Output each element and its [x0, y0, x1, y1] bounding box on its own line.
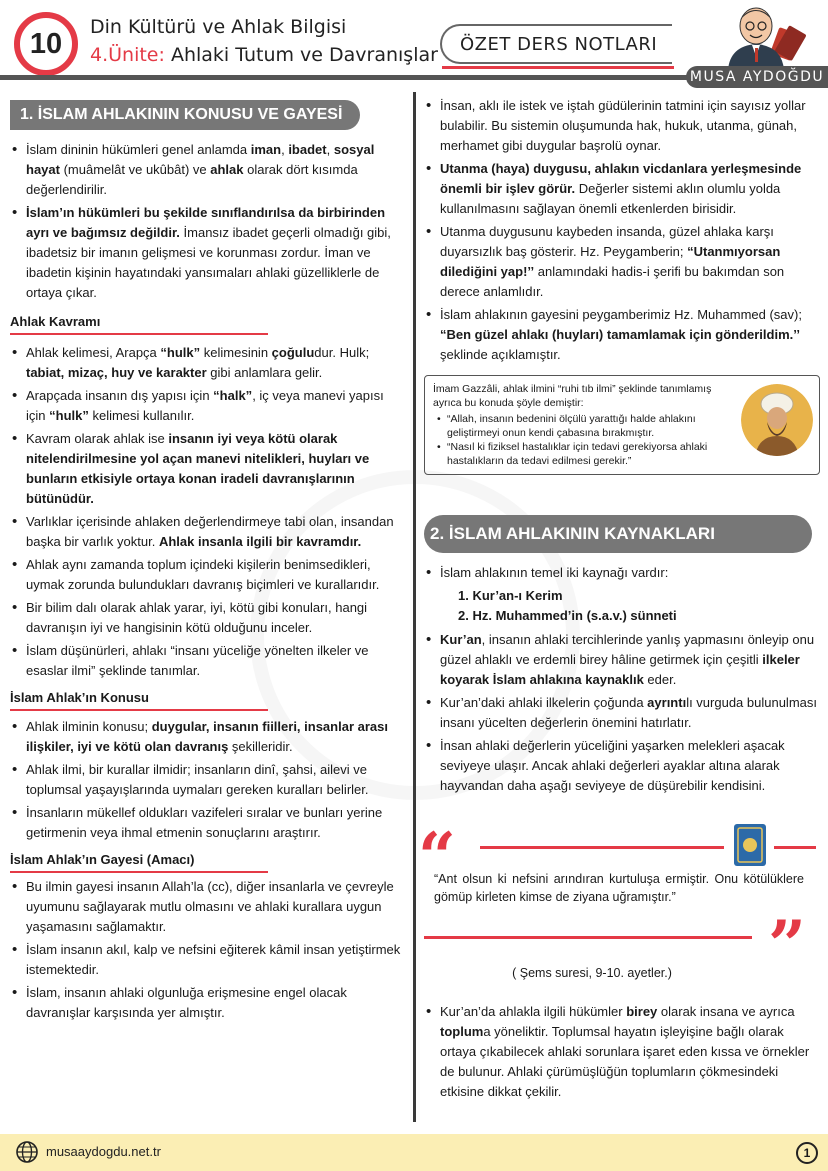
bold-text: “Ben güzel ahlakı (huyları) tamamlamak için gönderildim.’’ — [440, 327, 800, 342]
bullet-item — [10, 760, 406, 800]
text: kelimesinin — [200, 345, 272, 360]
page-number: 1 — [796, 1142, 818, 1164]
quran-quote: “Ant olsun ki nefsini arındıran kurtuluşa ermiştir. Onu kötülüklere gömüp kirleten kimse de ziyana uğramıştır.” — [434, 872, 804, 904]
bold-text: tabiat, mizaç, huy ve karakter — [26, 365, 207, 380]
unit-number: 10 — [29, 27, 63, 60]
bullet-item — [424, 693, 820, 733]
text: , iç veya manevi yapısı için — [26, 388, 384, 423]
text: gibi anlamlara gelir. — [206, 365, 323, 380]
text: Kavram olarak ahlak ise — [26, 431, 169, 446]
text: Varlıklar içerisinde ahlaken değerlendirmeye tabi olan, insandan başka bir varlık yoktur. — [26, 514, 394, 549]
closing-list — [424, 1002, 820, 1102]
text: Ahlak ilmi, bir kurallar ilmidir; insanların dinî, şahsi, ailevi ve toplumsal yaşayışlarında uymaları gereken kuralları belirler. — [26, 762, 369, 797]
section-1-title: 1. İSLAM AHLAKININ KONUSU VE GAYESİ — [10, 100, 360, 130]
unit-title: Ahlaki Tutum ve Davranışlar — [164, 44, 438, 66]
sources-intro: • İslam ahlakının temel iki kaynağı vardır: — [424, 563, 820, 583]
text: , insanın ahlaki tercihlerinde yanlış yapmasını önleyip onu güzel ahlaklı ve erdemli birey hâline getirmek için çeşitli — [440, 632, 815, 667]
quote-top-rule — [480, 846, 724, 849]
globe-icon — [16, 1141, 38, 1163]
bold-text: Ahlak insanla ilgili bir kavramdır. — [158, 534, 362, 549]
bullet-item — [10, 598, 406, 638]
footer — [0, 1134, 828, 1171]
source-2: 2. Hz. Muhammed’in (s.a.v.) sünneti — [458, 608, 677, 623]
continued-list — [424, 96, 820, 365]
text: Değerler sistemi aklın olumlu yolda kullanılmasını sağlayan önemli etkenlerden birisidir. — [440, 181, 781, 216]
open-quote-icon: “ — [418, 818, 456, 896]
bullet-item — [10, 203, 406, 303]
bold-text: sosyal hayat — [26, 142, 375, 177]
bold-text: ayrıntı — [647, 695, 687, 710]
bullet-item — [10, 940, 406, 980]
bold-text: “hulk” — [160, 345, 201, 360]
text: Kur’an’daki ahlaki ilkelerin çoğunda — [440, 695, 648, 710]
column-divider — [413, 92, 416, 1122]
text: İslam dininin hükümleri genel anlamda — [26, 142, 251, 157]
subheading-gayesi: İslam Ahlak’ın Gayesi (Amacı) — [10, 852, 194, 873]
bullet-item — [424, 96, 820, 156]
website-link[interactable]: musaaydogdu.net.tr — [46, 1144, 161, 1159]
text: kelimesi kullanılır. — [88, 408, 195, 423]
text: Ahlak ilminin konusu; — [26, 719, 152, 734]
sources-details-list — [424, 630, 820, 796]
bullet-item — [424, 305, 820, 365]
text: İnsan, aklı ile istek ve iştah güdülerinin tatmini için sayısız yollar bulabilir. Bu sistemin oluşumunda hak, hukuk, utanma, günah, merhamet gibi duygular başrolü oynar. — [440, 98, 806, 153]
text: İmansız ibadet geçerli olmadığı gibi, ibadetsiz bir imanın gelişmesi ve korunması zordur. İman ve ibadetin kişinin hayatındaki yansımaları ahlaki güzelliklerle de ortaya çıkar. — [26, 225, 391, 300]
bullet-item — [424, 736, 820, 796]
bullet-item — [10, 140, 406, 200]
text: Kur’an’da ahlakla ilgili hükümler — [440, 1004, 627, 1019]
unit-label: 4.Ünite: — [90, 44, 165, 66]
bold-text: toplum — [440, 1024, 484, 1039]
summary-label: ÖZET DERS NOTLARI — [440, 24, 672, 64]
quran-book-icon — [730, 822, 770, 868]
course-title: Din Kültürü ve Ahlak Bilgisi — [90, 16, 347, 38]
text: İslam düşünürleri, ahlakı “insanı yüceliğe yönelten ilkeler ve esaslar ilmi” şeklinde tanımlar. — [26, 643, 369, 678]
author-name: MUSA AYDOĞDU — [686, 66, 828, 88]
bold-text: Utanma (haya) duygusu, ahlakın vicdanlara yerleşmesinde önemli bir işlev görür. — [440, 161, 802, 196]
bold-text: “Utanmıyorsan dilediğini yap!’’ — [440, 244, 781, 279]
gayesi-list — [10, 877, 406, 1023]
bullet-item — [10, 803, 406, 843]
bold-text: duygular, insanın fiilleri, insanlar arası ilişkiler, iyi ve kötü olan davranış — [26, 719, 388, 754]
text: İslam, insanın ahlaki olgunluğa erişmesine engel olacak davranışlar karşısında yer almıştır. — [26, 985, 347, 1020]
text: Ahlak kelimesi, Arapça — [26, 345, 161, 360]
text: şekilleridir. — [228, 739, 293, 754]
bold-text: ibadet — [288, 142, 327, 157]
text: Ahlak aynı zamanda toplum içindeki kişilerin benimsedikleri, uymak zorunda bulundukları davranış biçimleri ve kurallarıdır. — [26, 557, 380, 592]
bold-text: insanın iyi veya kötü olarak nitelendirilmesine yol açan manevi nitelikleri, huyları ve bunların etkisiyle ortaya konan iradeli davranışlarının bütünüdür. — [26, 431, 370, 506]
gazzali-portrait — [741, 384, 813, 456]
bold-text: ilkeler koyarak İslam ahlakına kaynaklık — [440, 652, 800, 687]
quote-bottom-rule — [424, 936, 752, 939]
bullet-item — [10, 512, 406, 552]
header-rule — [0, 75, 690, 80]
text: anlamındaki hadis-i şerifi bu bakımdan son derece anlamlıdır. — [440, 264, 785, 299]
close-quote-icon: ” — [768, 906, 806, 984]
subheading-ahlak-kavrami: Ahlak Kavramı — [10, 314, 100, 335]
intro-list — [10, 140, 406, 303]
bullet-item — [424, 1002, 820, 1102]
text: Bir bilim dalı olarak ahlak yarar, iyi, kötü gibi konuları, hangi davranışın iyi ve hangisinin kötü olduğunu inceler. — [26, 600, 368, 635]
text: , — [281, 142, 289, 157]
quote-block — [418, 804, 820, 984]
bold-text: “hulk” — [49, 408, 89, 423]
text: İslam ahlakının gayesini peygamberimiz Hz. Muhammed (sav); — [440, 307, 802, 322]
bullet-item — [10, 343, 406, 383]
bold-text: birey — [626, 1004, 658, 1019]
bullet-item — [10, 717, 406, 757]
bullet-item — [424, 630, 820, 690]
text: Bu ilmin gayesi insanın Allah’la (cc), diğer insanlarla ve çevreyle uyumunu sağlayarak mutlu olmasını ve ahlaki kurallara uygun yaşamasını sağlamaktır. — [26, 879, 394, 934]
gazzali-intro: İmam Gazzâli, ahlak ilmini “ruhi tıb ilmi” şeklinde tanımlamış ayrıca bu konuda şöyle demiştir: — [433, 383, 712, 409]
bold-text: “halk” — [213, 388, 253, 403]
sources-list — [458, 586, 820, 626]
bullet-item — [10, 429, 406, 509]
bold-text: iman — [250, 142, 282, 157]
ahlak-kavrami-list — [10, 343, 406, 681]
right-column — [418, 92, 820, 1105]
text: olarak dört kısımda değerlendirilir. — [26, 162, 358, 197]
bullet-item — [10, 641, 406, 681]
text: , — [326, 142, 334, 157]
text: (muâmelât ve ukûbât) ve — [59, 162, 211, 177]
text: dur. Hulk; — [314, 345, 370, 360]
text: lı vurguda bulunulması insanı yücelten değerlerin önemini hatırlatır. — [440, 695, 817, 730]
text: eder. — [643, 672, 677, 687]
bullet-item — [424, 222, 820, 302]
sources-intro-list — [424, 563, 820, 583]
gazzali-box — [424, 375, 820, 475]
bullet-item — [424, 159, 820, 219]
text: a yöneliktir. Toplumsal hayatın işleyişine bağlı olarak ortaya çıkabilecek ahlaki sorunlara işaret eden kıssa ve örnekler de bulunur. Ahlaki çürümüşlüğün toplumların çökmesindeki etkisine dikkat çekilir. — [440, 1024, 810, 1099]
section-2-title: 2. İSLAM AHLAKININ KAYNAKLARI — [424, 515, 812, 553]
bold-text: İslam’ın hükümleri bu şekilde sınıflandırılsa da birbirinden ayrı ve bağımsız değildir. — [26, 205, 386, 240]
text: İnsan ahlaki değerlerin yüceliğini yaşarken melekleri aşacak seviyeye ulaşır. Ancak ahlaki değerleri ayaklar altına alarak hayvandan daha aşağı seviyeye de düşürebilir kendisini. — [440, 738, 785, 793]
bold-text: çoğulu — [271, 345, 315, 360]
bullet-item — [10, 983, 406, 1023]
gazzali-quote-1: • “Allah, insanın bedenini ölçülü yarattığı halde ahlakını geliştirmeyi onun kendi çabasına bırakmıştır. — [433, 412, 731, 440]
bullet-item — [10, 555, 406, 595]
bullet-item — [10, 386, 406, 426]
quote-top-rule-end — [774, 846, 816, 849]
text: olarak insana ve ayrıca — [657, 1004, 795, 1019]
gazzali-quote-2: • “Nasıl ki fiziksel hastalıklar için tedavi gerekiyorsa ahlaki hastalıkların da tedavi edilmesi gerekir.” — [433, 440, 731, 468]
text: Utanma duygusunu kaybeden insanda, güzel ahlaka karşı duyarsızlık baş gösterir. Hz. Peygamberin; — [440, 224, 774, 259]
bold-text: ahlak — [210, 162, 244, 177]
text: İnsanların mükellef oldukları vazifeleri sıralar ve bunları yerine getirmenin veya ihmal etmenin sonuçlarını araştırır. — [26, 805, 383, 840]
konusu-list — [10, 717, 406, 843]
author-avatar — [718, 4, 810, 70]
bold-text: Kur’an — [440, 632, 482, 647]
unit-title-line — [90, 44, 438, 66]
text: şeklinde açıklamıştır. — [440, 347, 561, 362]
quote-reference: ( Şems suresi, 9-10. ayetler.) — [512, 966, 672, 980]
text: Arapçada insanın dış yapısı için — [26, 388, 214, 403]
subheading-konusu: İslam Ahlak’ın Konusu — [10, 690, 149, 711]
text: İslam insanın akıl, kalp ve nefsini eğiterek kâmil insan yetiştirmek istemektedir. — [26, 942, 401, 977]
left-column — [10, 92, 406, 1026]
source-1: 1. Kur’an-ı Kerim — [458, 588, 563, 603]
bullet-item — [10, 877, 406, 937]
